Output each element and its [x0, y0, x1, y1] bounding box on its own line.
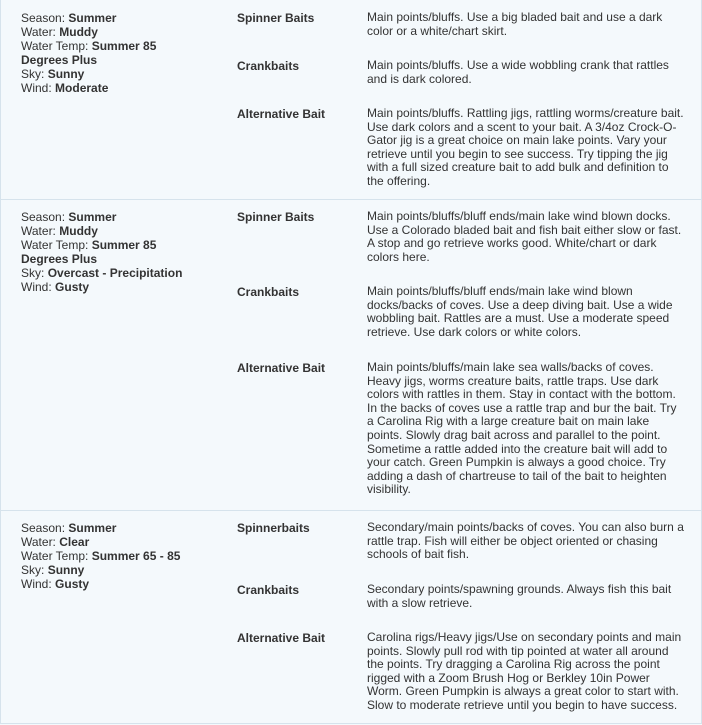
wind-value: Moderate [55, 81, 109, 95]
bait-description: Main points/bluffs/bluff ends/main lake wind blown docks. Use a Colorado bladed bait and fish bait either slow or fast. A stop and go retrieve works good. White/chart or dark colors here. [367, 209, 682, 264]
bait-description: Main points/bluffs/bluff ends/main lake wind blown docks/backs of coves. Use a deep diving bait. Use a wide wobbling bait. Rattles are a must. Use a moderate speed retrieve. Use dark colors or white colors. [367, 284, 673, 339]
water-temp-label: Water Temp: [21, 549, 89, 563]
bait-description: Main points/bluffs. Use a wide wobbling crank that rattles and is dark colored. [367, 58, 669, 86]
water-line [21, 224, 201, 238]
sky-value: Sunny [47, 67, 85, 81]
condition-block [1, 511, 701, 724]
season-line [21, 210, 201, 224]
season-line [21, 11, 201, 25]
bait-description: Main points/bluffs/main lake sea walls/backs of coves. Heavy jigs, worms creature baits, rattle traps. Use dark colors with rattles in them. Stay in contact with the bottom. In the backs of coves use a rattle trap and bur the bait. Try a Carolina Rig with a large creature bait on main lake points. Slowly drag bait across and parallel to the point. Sometime a rattle added into the creature bait will add to your catch. Green Pumpkin is always a good choice. Try adding a dash of chartreuse to tail of the bait to heighten visibility. [367, 360, 677, 497]
sky-value: Overcast - Precipitation [47, 266, 183, 280]
conditions [21, 11, 201, 95]
bait-name: Spinnerbaits [237, 521, 310, 535]
wind-label: Wind: [21, 81, 52, 95]
bait-description: Main points/bluffs. Use a big bladed bait and use a dark color or a white/chart skirt. [367, 10, 663, 38]
water-line [21, 535, 201, 549]
wind-line [21, 81, 201, 95]
sky-line [21, 266, 201, 280]
wind-label: Wind: [21, 577, 52, 591]
sky-label: Sky: [21, 266, 45, 280]
sky-line [21, 67, 201, 81]
water-temp-value: Summer 65 - 85 [91, 549, 181, 563]
water-label: Water: [21, 224, 56, 238]
season-label: Season: [21, 11, 66, 25]
bait-description: Secondary/main points/backs of coves. You can also burn a rattle trap. Fish will either be object oriented or chasing schools of bait fish. [367, 520, 684, 562]
water-label: Water: [21, 25, 56, 39]
wind-value: Gusty [55, 577, 90, 591]
season-value: Summer [68, 521, 117, 535]
wind-line [21, 577, 201, 591]
water-temp-label: Water Temp: [21, 238, 89, 252]
conditions [21, 521, 201, 591]
wind-line [21, 280, 201, 294]
water-label: Water: [21, 535, 56, 549]
bait-name: Crankbaits [237, 59, 300, 73]
wind-label: Wind: [21, 280, 52, 294]
bait-name: Spinner Baits [237, 11, 315, 25]
water-value: Clear [59, 535, 90, 549]
water-temp-line [21, 549, 201, 563]
bait-name: Alternative Bait [237, 631, 326, 645]
season-label: Season: [21, 210, 66, 224]
bait-description: Secondary points/spawning grounds. Always fish this bait with a slow retrieve. [367, 582, 672, 610]
water-line [21, 25, 201, 39]
sky-label: Sky: [21, 67, 45, 81]
bait-name: Spinner Baits [237, 210, 315, 224]
water-temp-value: Summer 85 Degrees Plus [21, 238, 157, 266]
bait-name: Alternative Bait [237, 107, 326, 121]
bait-name: Alternative Bait [237, 361, 326, 375]
season-line [21, 521, 201, 535]
season-value: Summer [68, 11, 117, 25]
bait-name: Crankbaits [237, 583, 300, 597]
condition-block [1, 200, 701, 511]
water-value: Muddy [59, 25, 98, 39]
water-value: Muddy [59, 224, 98, 238]
season-value: Summer [68, 210, 117, 224]
conditions [21, 210, 201, 294]
water-temp-line [21, 238, 201, 266]
water-temp-line [21, 39, 201, 67]
water-temp-label: Water Temp: [21, 39, 89, 53]
bait-name: Crankbaits [237, 285, 300, 299]
season-label: Season: [21, 521, 66, 535]
wind-value: Gusty [55, 280, 90, 294]
sky-value: Sunny [47, 563, 85, 577]
bait-description: Main points/bluffs. Rattling jigs, rattling worms/creature bait. Use dark colors and a scent to your bait. A 3/4oz Crock-O-Gator jig is a great choice on main lake points. Vary your retrieve until you begin to see success. Try tipping the jig with a full sized creature bait to add bulk and definition to the offering. [367, 106, 684, 188]
bait-description: Carolina rigs/Heavy jigs/Use on secondary points and main points. Slowly pull rod with tip pointed at water all around the points. Try dragging a Carolina Rig across the point rigged with a Zoom Brush Hog or Berkley 10in Power Worm. Green Pumpkin is always a great color to start with. Slow to moderate retrieve until you begin to have success. [367, 630, 682, 712]
condition-block [1, 0, 701, 200]
sky-label: Sky: [21, 563, 45, 577]
sky-line [21, 563, 201, 577]
water-temp-value: Summer 85 Degrees Plus [21, 39, 157, 67]
